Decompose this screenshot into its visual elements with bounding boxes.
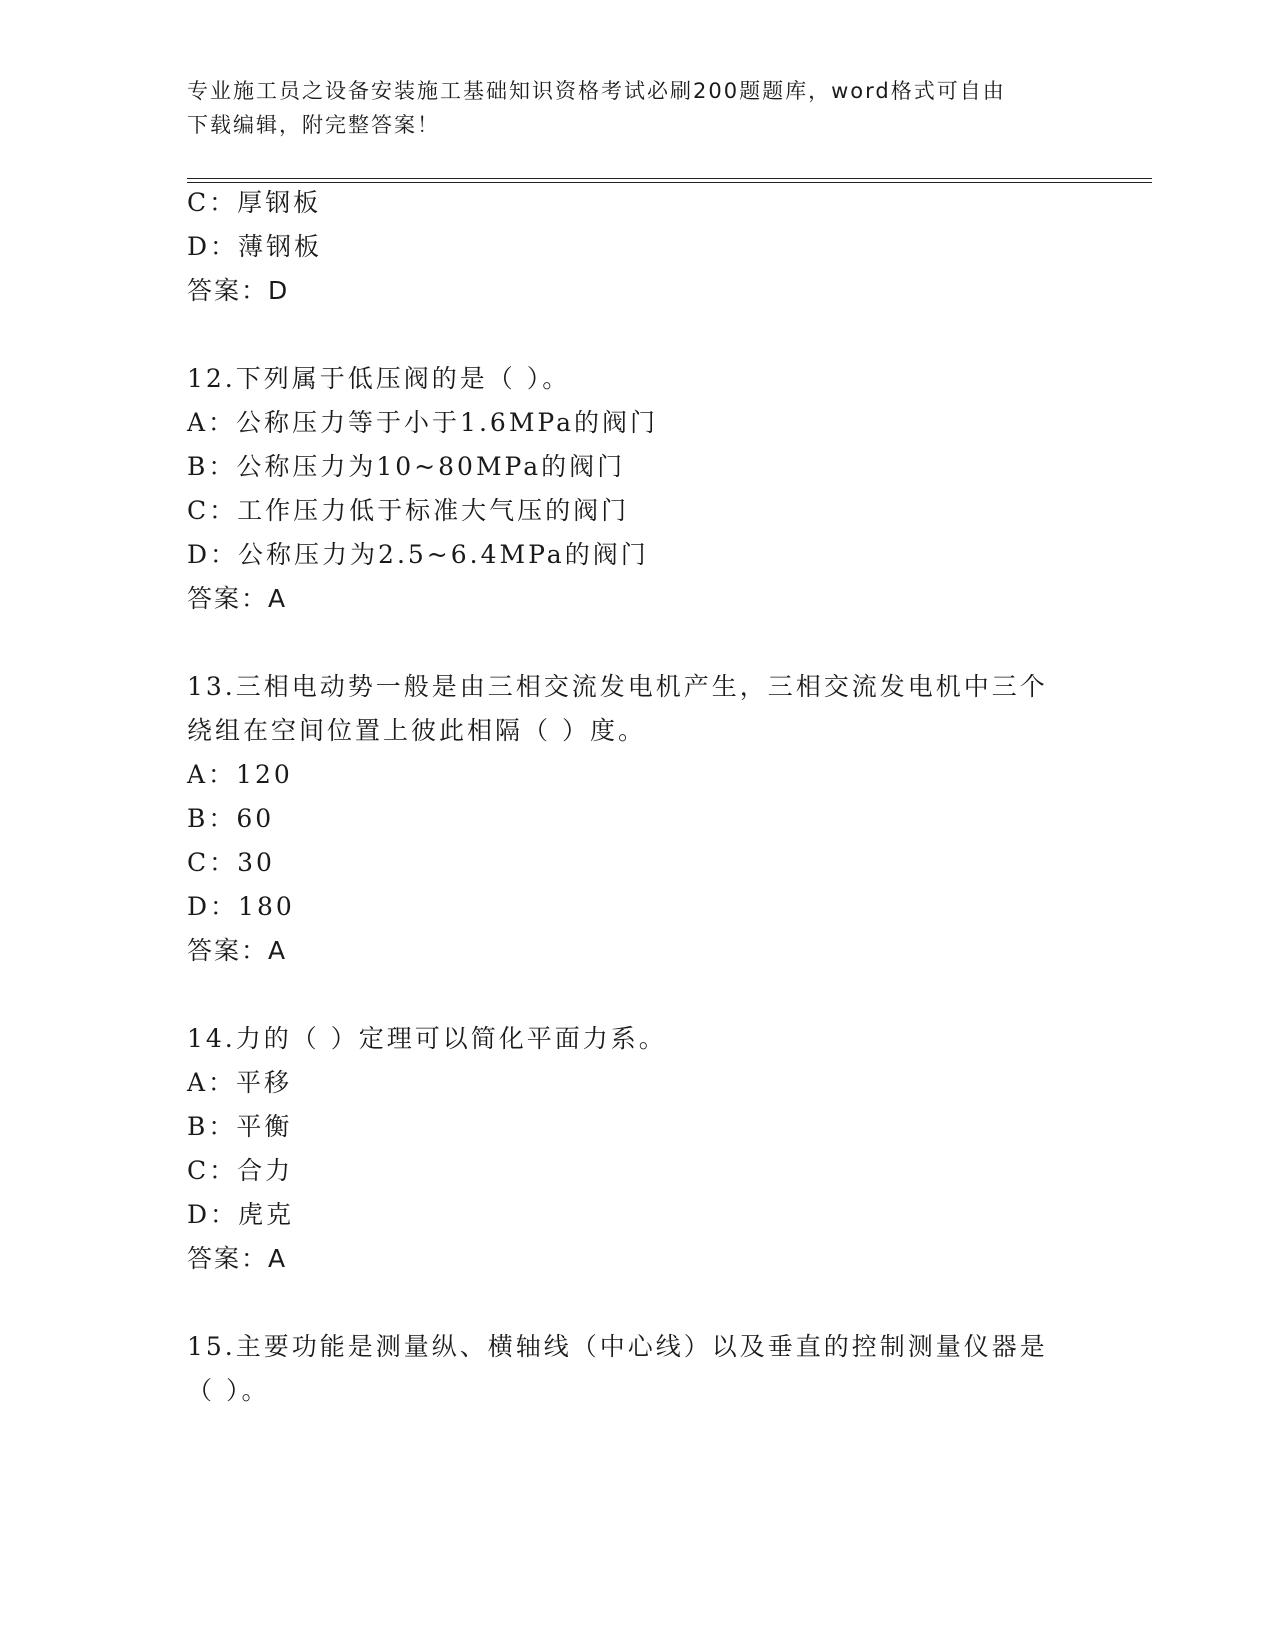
q12-stem: 12.下列属于低压阀的是（ ）。 [187, 364, 571, 393]
q11-option-c: C：厚钢板 [187, 188, 322, 217]
q11-answer: 答案：D [187, 276, 290, 305]
q13-option-b: B：60 [187, 804, 275, 833]
header-divider-top [187, 178, 1152, 179]
q13-option-a: A：120 [187, 760, 293, 789]
document-header [187, 74, 1087, 142]
q14-stem: 14.力的（ ）定理可以简化平面力系。 [187, 1024, 667, 1053]
q15-stem-line-2: （ ）。 [187, 1376, 270, 1405]
q12-option-a: A：公称压力等于小于1.6MPa的阀门 [187, 408, 659, 437]
header-line-1: 专业施工员之设备安装施工基础知识资格考试必刷200题题库，word格式可自由 [187, 79, 1006, 103]
q13-stem-line-1: 13.三相电动势一般是由三相交流发电机产生，三相交流发电机中三个 [187, 672, 1048, 701]
q12-option-c: C：工作压力低于标准大气压的阀门 [187, 496, 630, 525]
q14-option-a: A：平移 [187, 1068, 293, 1097]
header-divider-bottom [187, 182, 1152, 183]
q13-stem-line-2: 绕组在空间位置上彼此相隔（ ）度。 [187, 716, 646, 745]
q12-option-d: D：公称压力为2.5~6.4MPa的阀门 [187, 540, 649, 569]
q14-option-d: D：虎克 [187, 1200, 295, 1229]
header-line-2: 下载编辑，附完整答案！ [187, 113, 440, 137]
q11-option-d: D：薄钢板 [187, 232, 323, 261]
q14-option-c: C：合力 [187, 1156, 294, 1185]
q14-answer: 答案：A [187, 1244, 288, 1273]
q13-option-d: D：180 [187, 892, 295, 921]
q13-option-c: C：30 [187, 848, 275, 877]
q15-stem-line-1: 15.主要功能是测量纵、横轴线（中心线）以及垂直的控制测量仪器是 [187, 1332, 1048, 1361]
q14-option-b: B：平衡 [187, 1112, 293, 1141]
q12-option-b: B：公称压力为10~80MPa的阀门 [187, 452, 626, 481]
q12-answer: 答案：A [187, 584, 288, 613]
q13-answer: 答案：A [187, 936, 288, 965]
